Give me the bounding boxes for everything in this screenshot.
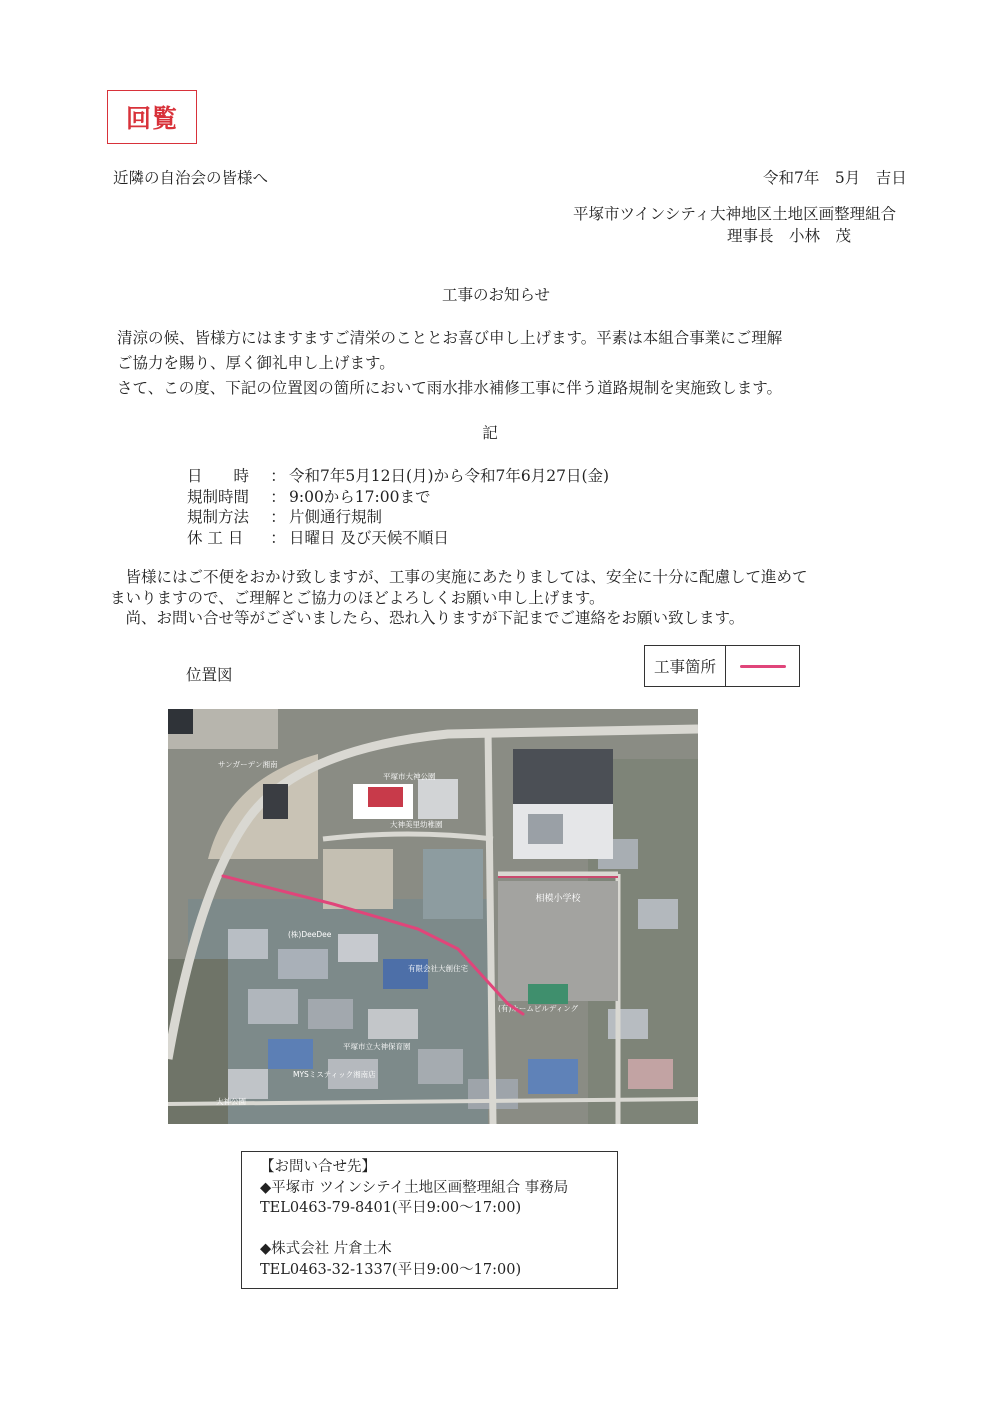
map-label-park: 平塚市大神公園	[383, 772, 436, 781]
contact-name: ◆平塚市 ツインシテイ土地区画整理組合 事務局	[260, 1179, 569, 1196]
map-label-kindergarten: 大神美里幼稚園	[390, 820, 443, 829]
closing-line: 尚、お問い合せ等がございましたら、恐れ入りますが下記までご連絡をお願い致します。	[110, 609, 745, 627]
map-label-store: (株)DeeDee	[288, 930, 332, 939]
map-label-school: 相模小学校	[535, 894, 581, 904]
details-value: 令和7年5月12日(月)から令和7年6月27日(金)	[289, 467, 610, 485]
details-row-method	[187, 507, 609, 528]
chairman-name: 理事長 小林 茂	[727, 227, 852, 245]
closing-paragraph	[110, 567, 808, 629]
map-label-park2: 大神公園	[216, 1097, 246, 1106]
notice-title: 工事のお知らせ	[441, 286, 551, 304]
location-map-label: 位置図	[186, 666, 233, 684]
details-list	[187, 466, 609, 548]
details-row-holiday	[187, 528, 609, 549]
details-value: 片側通行規制	[289, 508, 383, 526]
contact-box	[241, 1151, 618, 1289]
details-separator: ：	[270, 467, 286, 485]
details-label: 規制時間	[187, 487, 250, 506]
contact-phone: TEL0463-79-8401(平日9:00～17:00)	[260, 1200, 522, 1216]
details-value: 9:00から17:00まで	[289, 487, 431, 506]
map-legend	[644, 645, 800, 687]
details-label: 規制方法	[187, 508, 250, 526]
ki-heading: 記	[482, 424, 498, 442]
location-map	[168, 709, 698, 1124]
contact-heading: 【お問い合せ先】	[260, 1159, 376, 1175]
details-label: 日 時	[187, 467, 250, 485]
details-label: 休 工 日	[187, 528, 244, 547]
map-label-mys: MYSミスティック湘南店	[293, 1070, 376, 1079]
details-row-datetime	[187, 466, 609, 487]
greeting-line: 清涼の候、皆様方にはますますご清栄のこととお喜び申し上げます。平素は本組合事業にご理解	[117, 329, 783, 347]
contact-name: ◆株式会社 片倉土木	[260, 1241, 392, 1257]
circulation-stamp: 回覧	[107, 90, 197, 144]
issue-date: 令和7年 5月 吉日	[763, 169, 907, 187]
closing-line: 皆様にはご不便をおかけ致しますが、工事の実施にあたりましては、安全に十分に配慮して進めて	[110, 568, 808, 586]
contact-spacer	[260, 1219, 617, 1240]
map-label-garden: サンガーデン湘南	[218, 760, 278, 769]
contact-phone: TEL0463-32-1337(平日9:00～17:00)	[260, 1261, 522, 1278]
map-label-nursery: 平塚市立大神保育園	[343, 1042, 411, 1051]
map-label-housing: 有限会社大創住宅	[408, 964, 468, 973]
details-row-hours	[187, 487, 609, 508]
legend-label: 工事箇所	[645, 646, 726, 686]
details-separator: ：	[270, 508, 286, 526]
map-label-building: (有)ホームビルディング	[498, 1004, 579, 1013]
greeting-line: さて、この度、下記の位置図の箇所において雨水排水補修工事に伴う道路規制を実施致します。	[117, 379, 782, 397]
addressee: 近隣の自治会の皆様へ	[113, 169, 269, 187]
closing-line: まいりますので、ご理解とご協力のほどよろしくお願い申し上げます。	[110, 588, 605, 607]
legend-swatch	[726, 646, 799, 686]
greeting-line: ご協力を賜り、厚く御礼申し上げます。	[117, 354, 395, 372]
details-separator: ：	[270, 487, 286, 506]
organization-name: 平塚市ツインシティ大神地区土地区画整理組合	[573, 205, 897, 223]
construction-line-icon	[740, 665, 786, 668]
greeting-paragraph	[117, 326, 907, 401]
details-value: 日曜日 及び天候不順日	[289, 528, 449, 547]
details-separator: ：	[270, 528, 286, 547]
